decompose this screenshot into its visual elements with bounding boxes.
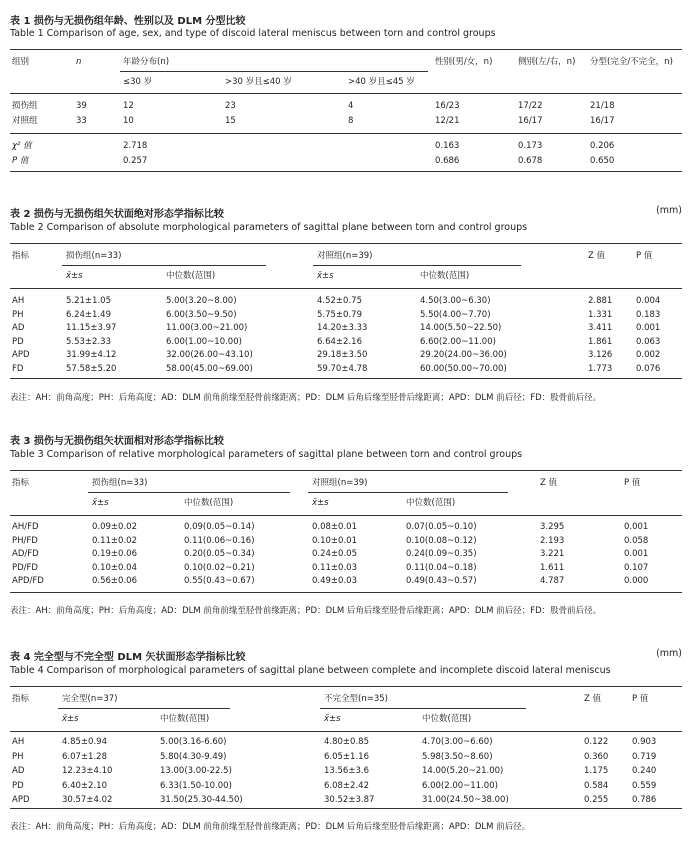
- cell: 11.15±3.97: [66, 323, 117, 333]
- header-mean-2: x̄±s: [324, 714, 341, 724]
- cell: 0.10±0.01: [312, 535, 357, 546]
- cell: 1.611: [540, 562, 565, 573]
- cell: 15: [225, 116, 236, 126]
- header-index: 指标: [12, 694, 30, 704]
- cell: 0.002: [636, 350, 661, 360]
- cell: 5.21±1.05: [66, 296, 111, 306]
- cell: PD: [12, 780, 24, 791]
- age-subrule: [120, 71, 428, 72]
- cell: 0.786: [632, 795, 657, 805]
- cell: P 值: [12, 156, 29, 166]
- header-n: n: [76, 57, 82, 67]
- table-3-title-cn: 表 3 损伤与无损伤组矢状面相对形态学指标比较: [10, 436, 224, 447]
- cell: PH: [12, 309, 24, 320]
- cell: 31.99±4.12: [66, 350, 117, 360]
- cell: 0.49(0.43~0.57): [406, 576, 477, 586]
- table-3-note: 表注：AH：前角高度；PH：后角高度；AD：DLM 前角前缘至胫骨前缘距离；PD：DLM 后角后缘至胫骨后缘距离；APD：DLM 前后径；FD：股骨前后径。: [10, 606, 602, 616]
- header-median-2: 中位数(范围): [420, 271, 470, 281]
- cell: 13.56±3.6: [324, 766, 369, 776]
- cell: 31.50(25.30-44.50): [160, 795, 243, 805]
- cell: 0.183: [636, 309, 661, 320]
- top-rule: [10, 243, 682, 244]
- header-age-sub-1: ≤30 岁: [123, 77, 153, 87]
- group-1-subrule: [58, 708, 230, 709]
- cell: χ² 值: [12, 141, 32, 151]
- cell: AH/FD: [12, 522, 39, 532]
- cell: 58.00(45.00~69.00): [166, 363, 253, 374]
- header-median-1: 中位数(范围): [160, 714, 210, 724]
- header-group: 组别: [12, 57, 30, 67]
- cell: 12.23±4.10: [62, 766, 113, 776]
- cell: 31.00(24.50~38.00): [422, 795, 509, 805]
- cell: AD: [12, 766, 25, 776]
- cell: 6.33(1.50-10.00): [160, 780, 232, 791]
- cell: 33: [76, 116, 87, 126]
- header-group-1: 损伤组(n=33): [92, 478, 148, 488]
- cell: 16/17: [590, 116, 615, 126]
- cell: 0.001: [636, 323, 661, 333]
- group-2-subrule: [320, 708, 526, 709]
- header-sex: 性别(男/女，n): [435, 57, 493, 67]
- cell: 1.861: [588, 336, 613, 347]
- cell: APD: [12, 795, 30, 805]
- cell: 0.55(0.43~0.67): [184, 576, 255, 586]
- cell: 12: [123, 101, 134, 111]
- cell: AD/FD: [12, 549, 39, 559]
- cell: 1.331: [588, 309, 613, 320]
- cell: 11.00(3.00~21.00): [166, 323, 248, 333]
- cell: 6.08±2.42: [324, 780, 369, 791]
- table-4-unit: (mm): [656, 648, 682, 659]
- header-index: 指标: [12, 478, 30, 488]
- header-median-2: 中位数(范围): [422, 714, 472, 724]
- cell: 3.221: [540, 549, 565, 559]
- cell: 6.00(1.00~10.00): [166, 336, 242, 347]
- table-1-title-en: Table 1 Comparison of age, sex, and type of discoid lateral meniscus between torn and control groups: [10, 28, 496, 39]
- cell: 1.773: [588, 363, 613, 374]
- table-2-title-en: Table 2 Comparison of absolute morphological parameters of sagittal plane between torn and control groups: [10, 222, 528, 233]
- cell: 39: [76, 101, 87, 111]
- table-2-unit: (mm): [656, 205, 682, 216]
- cell: AH: [12, 737, 25, 747]
- header-mean-1: x̄±s: [92, 498, 109, 508]
- cell: 16/17: [518, 116, 543, 126]
- header-mean-2: x̄±s: [317, 271, 334, 281]
- table-4-title-cn: 表 4 完全型与不完全型 DLM 矢状面形态学指标比较: [10, 652, 246, 663]
- cell: 6.40±2.10: [62, 780, 107, 791]
- cell: 0.163: [435, 141, 460, 151]
- cell: 6.24±1.49: [66, 309, 111, 320]
- cell: 4.80±0.85: [324, 737, 369, 747]
- header-group-1: 完全型(n=37): [62, 694, 118, 704]
- header-p: P 值: [632, 694, 649, 704]
- cell: 6.64±2.16: [317, 336, 362, 347]
- header-type: 分型(完全/不完全，n): [590, 57, 673, 67]
- cell: 29.18±3.50: [317, 350, 368, 360]
- bottom-rule: [10, 808, 682, 809]
- cell: 0.001: [624, 549, 649, 559]
- cell: 0.107: [624, 562, 649, 573]
- cell: PH: [12, 751, 24, 762]
- cell: 5.00(3.20~8.00): [166, 296, 237, 306]
- cell: 30.57±4.02: [62, 795, 113, 805]
- cell: 12/21: [435, 116, 460, 126]
- table-2-note: 表注：AH：前角高度；PH：后角高度；AD：DLM 前角前缘至胫骨前缘距离；PD：DLM 后角后缘至胫骨后缘距离；APD：DLM 前后径；FD：股骨前后径。: [10, 393, 602, 403]
- table-3: [10, 432, 682, 617]
- cell: 0.07(0.05~0.10): [406, 522, 477, 532]
- cell: 3.295: [540, 522, 565, 532]
- cell: 6.00(3.50~9.50): [166, 309, 237, 320]
- cell: 6.60(2.00~11.00): [420, 336, 496, 347]
- header-age: 年龄分布(n): [123, 57, 170, 67]
- table-1-title-cn: 表 1 损伤与无损伤组年龄、性别以及 DLM 分型比较: [10, 16, 246, 27]
- cell: 6.00(2.00~11.00): [422, 780, 498, 791]
- stats-rule: [10, 133, 682, 134]
- cell: 29.20(24.00~36.00): [420, 350, 507, 360]
- cell: 0.058: [624, 535, 649, 546]
- cell: 14.00(5.20~21.00): [422, 766, 504, 776]
- group-2-subrule: [313, 265, 521, 266]
- cell: 0.08±0.01: [312, 522, 357, 532]
- header-median-2: 中位数(范围): [406, 498, 456, 508]
- cell: 4.50(3.00~6.30): [420, 296, 491, 306]
- cell: 4.70(3.00~6.60): [422, 737, 493, 747]
- group-1-subrule: [88, 492, 290, 493]
- header-group-2: 不完全型(n=35): [324, 694, 388, 704]
- header-z: Z 值: [584, 694, 602, 704]
- cell: AD: [12, 323, 25, 333]
- cell: 0.719: [632, 751, 657, 762]
- cell: 4.787: [540, 576, 565, 586]
- table-4: [10, 648, 682, 848]
- cell: 5.80(4.30-9.49): [160, 751, 227, 762]
- cell: 2.718: [123, 141, 148, 151]
- cell: 0.24(0.09~0.35): [406, 549, 477, 559]
- header-rule: [10, 515, 682, 516]
- table-3-title-en: Table 3 Comparison of relative morphological parameters of sagittal plane between torn and control groups: [10, 449, 523, 460]
- header-side: 侧别(左/右，n): [518, 57, 576, 67]
- cell: 损伤组: [12, 101, 38, 111]
- cell: 16/23: [435, 101, 460, 111]
- cell: 0.11±0.02: [92, 535, 137, 546]
- cell: 0.257: [123, 156, 148, 166]
- cell: 4: [348, 101, 354, 111]
- header-mean-1: x̄±s: [66, 271, 83, 281]
- cell: 0.10(0.02~0.21): [184, 562, 255, 573]
- cell: 0.004: [636, 296, 661, 306]
- header-median-1: 中位数(范围): [184, 498, 234, 508]
- cell: 0.206: [590, 141, 615, 151]
- cell: AH: [12, 296, 25, 306]
- cell: 0.063: [636, 336, 661, 347]
- cell: 3.126: [588, 350, 613, 360]
- cell: 2.193: [540, 535, 565, 546]
- header-z: Z 值: [588, 251, 606, 261]
- cell: 1.175: [584, 766, 609, 776]
- cell: PD/FD: [12, 562, 38, 573]
- cell: 5.53±2.33: [66, 336, 111, 347]
- cell: 4.52±0.75: [317, 296, 362, 306]
- header-group-2: 对照组(n=39): [317, 251, 373, 261]
- header-p: P 值: [624, 478, 641, 488]
- cell: 59.70±4.78: [317, 363, 368, 374]
- cell: 21/18: [590, 101, 615, 111]
- cell: 0.173: [518, 141, 543, 151]
- cell: 4.85±0.94: [62, 737, 107, 747]
- cell: 0.903: [632, 737, 657, 747]
- cell: 0.09(0.05~0.14): [184, 522, 255, 532]
- cell: 0.11±0.03: [312, 562, 357, 573]
- cell: 0.122: [584, 737, 609, 747]
- cell: 5.98(3.50~8.60): [422, 751, 493, 762]
- cell: 0.24±0.05: [312, 549, 357, 559]
- cell: 0.11(0.06~0.16): [184, 535, 255, 546]
- cell: 0.678: [518, 156, 543, 166]
- cell: 5.50(4.00~7.70): [420, 309, 491, 320]
- header-mean-2: x̄±s: [312, 498, 329, 508]
- header-rule: [10, 93, 682, 94]
- cell: 0.10(0.08~0.12): [406, 535, 477, 546]
- cell: FD: [12, 363, 24, 374]
- header-z: Z 值: [540, 478, 558, 488]
- bottom-rule: [10, 171, 682, 172]
- cell: 0.49±0.03: [312, 576, 357, 586]
- header-mean-1: x̄±s: [62, 714, 79, 724]
- cell: 8: [348, 116, 354, 126]
- top-rule: [10, 49, 682, 50]
- header-median-1: 中位数(范围): [166, 271, 216, 281]
- cell: 0.255: [584, 795, 609, 805]
- cell: 0.20(0.05~0.34): [184, 549, 255, 559]
- cell: 14.00(5.50~22.50): [420, 323, 502, 333]
- cell: 0.10±0.04: [92, 562, 137, 573]
- cell: 23: [225, 101, 236, 111]
- group-1-subrule: [62, 265, 266, 266]
- bottom-rule: [10, 378, 682, 379]
- cell: 0.09±0.02: [92, 522, 137, 532]
- cell: 14.20±3.33: [317, 323, 368, 333]
- cell: 对照组: [12, 116, 38, 126]
- cell: 0.000: [624, 576, 649, 586]
- cell: 57.58±5.20: [66, 363, 117, 374]
- cell: 0.19±0.06: [92, 549, 137, 559]
- table-4-title-en: Table 4 Comparison of morphological parameters of sagittal plane between complete and incomplete discoid lateral meniscus: [10, 665, 611, 676]
- cell: 3.411: [588, 323, 613, 333]
- cell: PD: [12, 336, 24, 347]
- table-4-note: 表注：AH：前角高度；PH：后角高度；AD：DLM 前角前缘至胫骨前缘距离；PD：DLM 后角后缘至胫骨后缘距离；APD：DLM 前后径。: [10, 822, 531, 832]
- top-rule: [10, 686, 682, 687]
- cell: 32.00(26.00~43.10): [166, 350, 253, 360]
- cell: 2.881: [588, 296, 613, 306]
- cell: 5.00(3.16-6.60): [160, 737, 227, 747]
- cell: 5.75±0.79: [317, 309, 362, 320]
- cell: APD: [12, 350, 30, 360]
- cell: 60.00(50.00~70.00): [420, 363, 507, 374]
- cell: 17/22: [518, 101, 543, 111]
- cell: 0.559: [632, 780, 657, 791]
- cell: 0.11(0.04~0.18): [406, 562, 477, 573]
- cell: 0.360: [584, 751, 609, 762]
- header-rule: [10, 731, 682, 732]
- header-age-sub-2: >30 岁且≤40 岁: [225, 77, 292, 87]
- cell: 0.56±0.06: [92, 576, 137, 586]
- cell: 0.076: [636, 363, 661, 374]
- top-rule: [10, 470, 682, 471]
- cell: 0.650: [590, 156, 615, 166]
- header-age-sub-3: >40 岁且≤45 岁: [348, 77, 415, 87]
- cell: 0.686: [435, 156, 460, 166]
- cell: 10: [123, 116, 134, 126]
- cell: 6.05±1.16: [324, 751, 369, 762]
- cell: 6.07±1.28: [62, 751, 107, 762]
- header-index: 指标: [12, 251, 30, 261]
- table-1: [10, 0, 682, 175]
- cell: 13.00(3.00-22.5): [160, 766, 232, 776]
- table-2-title-cn: 表 2 损伤与无损伤组矢状面绝对形态学指标比较: [10, 209, 224, 220]
- cell: PH/FD: [12, 535, 38, 546]
- cell: 0.584: [584, 780, 609, 791]
- header-group-1: 损伤组(n=33): [66, 251, 122, 261]
- cell: 0.001: [624, 522, 649, 532]
- cell: 0.240: [632, 766, 657, 776]
- table-2: [10, 205, 682, 405]
- header-rule: [10, 288, 682, 289]
- group-2-subrule: [308, 492, 508, 493]
- bottom-rule: [10, 592, 682, 593]
- header-p: P 值: [636, 251, 653, 261]
- cell: 30.52±3.87: [324, 795, 375, 805]
- cell: APD/FD: [12, 576, 44, 586]
- header-group-2: 对照组(n=39): [312, 478, 368, 488]
